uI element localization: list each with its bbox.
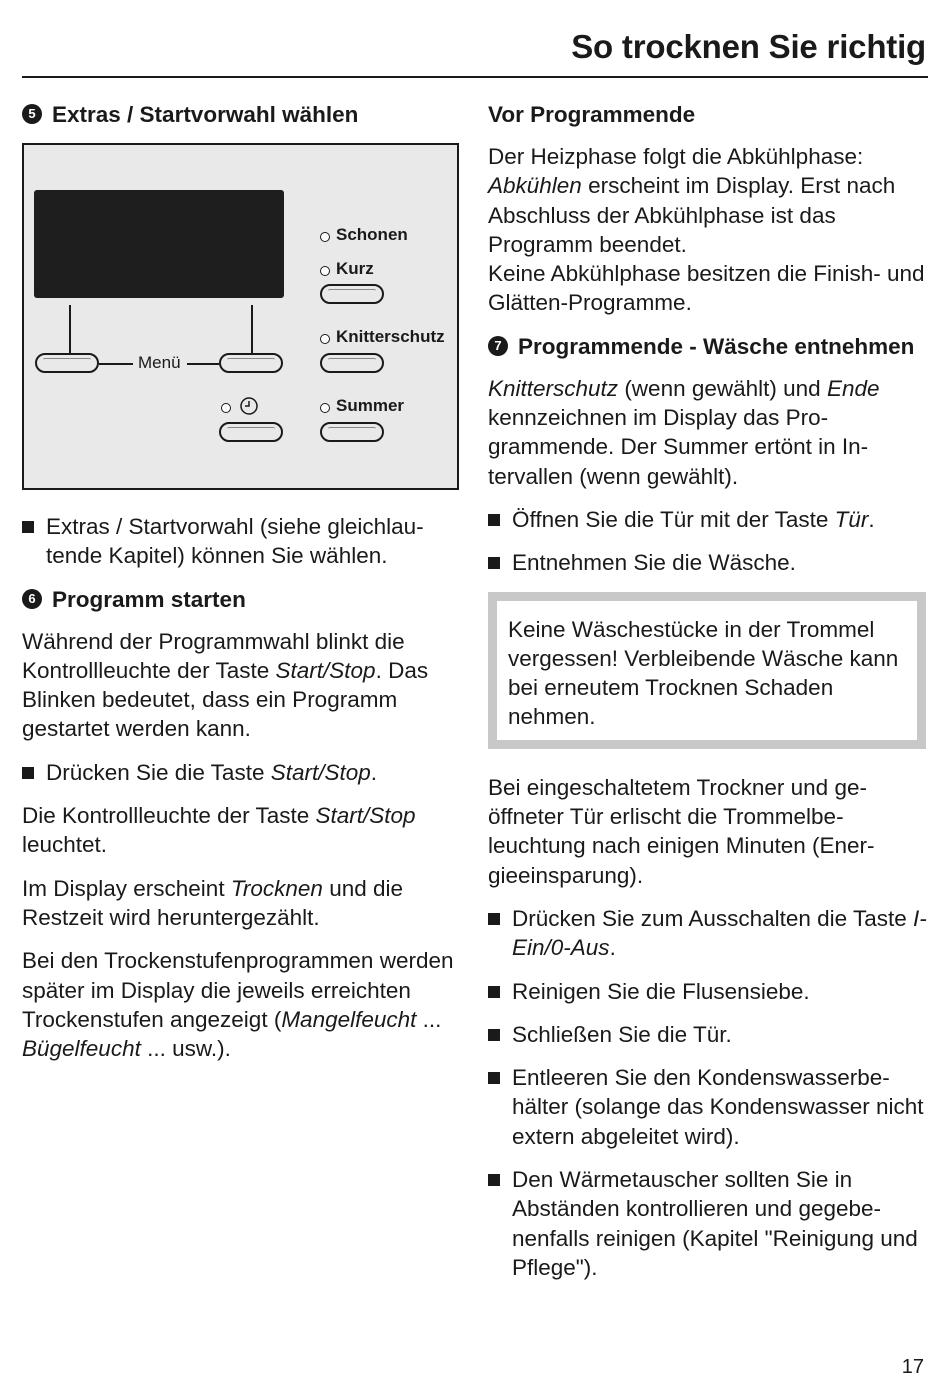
text: Öffnen Sie die Tür mit der Taste: [512, 506, 835, 532]
italic-text: Knitterschutz: [488, 375, 619, 401]
summer-led: [320, 403, 330, 413]
schonen-label: Schonen: [336, 225, 408, 244]
header-rule: [22, 76, 928, 78]
bullet-marker: [488, 986, 500, 998]
menu-connector-left: [99, 363, 133, 365]
italic-text: Abkühlen: [488, 173, 582, 199]
text: Bei den Trockenstufenprogrammen werden später im Display die jeweils erreichten Trockenstufen angezeigt (: [22, 948, 454, 1032]
connector-line-left: [69, 305, 71, 353]
right-column: [488, 100, 928, 1296]
bullet-extras: [22, 512, 462, 571]
bullet-marker: [488, 913, 500, 925]
bullet-close-door: [488, 1020, 928, 1049]
italic-text: I-Ein/0-Aus: [512, 905, 927, 961]
bullet-remove-laundry: [488, 548, 928, 577]
connector-line-right: [251, 305, 253, 353]
step6-title: Programm starten: [52, 586, 246, 612]
bullet-empty-container: [488, 1063, 928, 1151]
kurz-label: Kurz: [336, 259, 374, 278]
paragraph-program-selection: [22, 627, 462, 744]
knitterschutz-button[interactable]: [320, 353, 384, 373]
bullet-text: Den Wärmetauscher sollten Sie in Abständen kontrollieren und gegebenenfalls reinigen (Kapitel "Reinigung und Pflege").: [512, 1167, 918, 1280]
step5-title: Extras / Startvorwahl wählen: [52, 102, 359, 127]
menu-button-right[interactable]: [219, 353, 283, 373]
left-column: [22, 100, 462, 1077]
bullet-text: [46, 758, 377, 787]
text: ... usw.).: [140, 1036, 231, 1062]
bullet-marker: [488, 1174, 500, 1186]
italic-text: Start/Stop: [270, 759, 371, 785]
bullet-marker: [488, 557, 500, 569]
text: Die Kontrollleuchte der Taste: [22, 803, 316, 829]
italic-text: Bügelfeucht: [22, 1036, 141, 1062]
text: und die Restzeit wird heruntergezählt.: [22, 875, 404, 930]
paragraph-program-end: [488, 374, 928, 491]
text: .: [370, 759, 378, 785]
bullet-marker: [22, 521, 34, 533]
step7-title: Programmende - Wäsche entnehmen: [518, 333, 915, 359]
step-number-7: 7: [488, 336, 508, 356]
kurz-led: [320, 266, 330, 276]
step5-heading: [22, 100, 462, 129]
italic-text: Start/Stop: [275, 657, 376, 683]
bullet-marker: [488, 1072, 500, 1084]
italic-text: Mangelfeucht: [281, 1006, 417, 1032]
clock-icon: [239, 396, 259, 416]
section-heading-before-end: Vor Programmende: [488, 102, 696, 127]
startvorwahl-led: [221, 403, 231, 413]
bullet-open-door: [488, 505, 928, 534]
step-number-5: 5: [22, 104, 42, 124]
italic-text: Tür: [834, 506, 869, 532]
step-number-6: 6: [22, 589, 42, 609]
display-screen: [34, 190, 284, 298]
bullet-clean-filters: [488, 977, 928, 1006]
menu-label: Menü: [138, 353, 181, 372]
bullet-marker: [22, 767, 34, 779]
menu-button-left[interactable]: [35, 353, 99, 373]
bullet-text: Entleeren Sie den Kondenswasserbehälter (solange das Kondenswasser nicht extern abgeleitet wird).: [512, 1065, 924, 1149]
summer-button[interactable]: [320, 422, 384, 442]
text: leuchtet.: [22, 832, 108, 858]
text: . Das Blinken bedeutet, dass ein Programm gestartet werden kann.: [22, 657, 429, 742]
bullet-text: Schließen Sie die Tür.: [512, 1021, 732, 1047]
bullet-text: Reinigen Sie die Flusensiebe.: [512, 978, 810, 1004]
text: (wenn gewählt) und: [618, 375, 827, 401]
knitterschutz-led: [320, 334, 330, 344]
step7-heading: [488, 332, 928, 361]
warning-note-box: Keine Wäschestücke in der Trommel vergessen! Verbleibende Wäsche kann bei erneutem Trocknen Schaden nehmen.: [488, 592, 926, 749]
bullet-marker: [488, 514, 500, 526]
step6-heading: [22, 585, 462, 614]
text: erscheint im Display. Erst nach Abschluss der Abkühlphase ist das Programm beendet.: [488, 173, 896, 257]
italic-text: Ende: [826, 375, 880, 401]
bullet-text: Extras / Startvorwahl (siehe gleichlautende Kapitel) können Sie wählen.: [46, 514, 424, 569]
menu-connector-right: [187, 363, 219, 365]
paragraph-cooling: [488, 142, 928, 318]
text: Im Display erscheint: [22, 875, 231, 901]
text: .: [609, 935, 616, 961]
bullet-press-start: [22, 758, 462, 787]
bullet-switch-off: [488, 904, 928, 963]
text: kennzeichnen im Display das Programmende. Der Summer ertönt in Intervallen (wenn gewählt).: [488, 405, 869, 489]
text: Drücken Sie zum Ausschalten die Taste: [512, 905, 914, 931]
text: Der Heizphase folgt die Abkühlphase:: [488, 144, 864, 169]
bullet-heat-exchanger: [488, 1165, 928, 1282]
bullet-text: [512, 505, 875, 534]
kurz-button[interactable]: [320, 284, 384, 304]
paragraph-indicator: [22, 801, 462, 860]
italic-text: Start/Stop: [315, 803, 416, 829]
page-header-title: So trocknen Sie richtig: [571, 28, 926, 65]
text: Keine Abkühlphase besitzen die Finish- und Glätten-Programme.: [488, 261, 925, 316]
paragraph-drum-light: Bei eingeschaltetem Trockner und geöffneter Tür erlischt die Trommelbeleuchtung nach einigen Minuten (Energieeinsparung).: [488, 774, 875, 888]
summer-label: Summer: [336, 396, 405, 415]
bullet-text: Entnehmen Sie die Wäsche.: [512, 550, 796, 576]
paragraph-dryness-levels: [22, 946, 462, 1063]
text: .: [868, 506, 875, 532]
text: ...: [416, 1006, 442, 1032]
text: Während der Programmwahl blinkt die Kontrollleuchte der Taste: [22, 628, 405, 683]
paragraph-display: [22, 874, 462, 933]
knitterschutz-label: Knitterschutz: [336, 327, 445, 346]
page-number: 17: [901, 1356, 924, 1378]
italic-text: Trocknen: [230, 875, 323, 901]
bullet-text: [512, 904, 928, 963]
schonen-led: [320, 232, 330, 242]
startvorwahl-button[interactable]: [219, 422, 283, 442]
control-panel-illustration: [22, 143, 459, 490]
text: Drücken Sie die Taste: [46, 759, 271, 785]
bullet-marker: [488, 1029, 500, 1041]
